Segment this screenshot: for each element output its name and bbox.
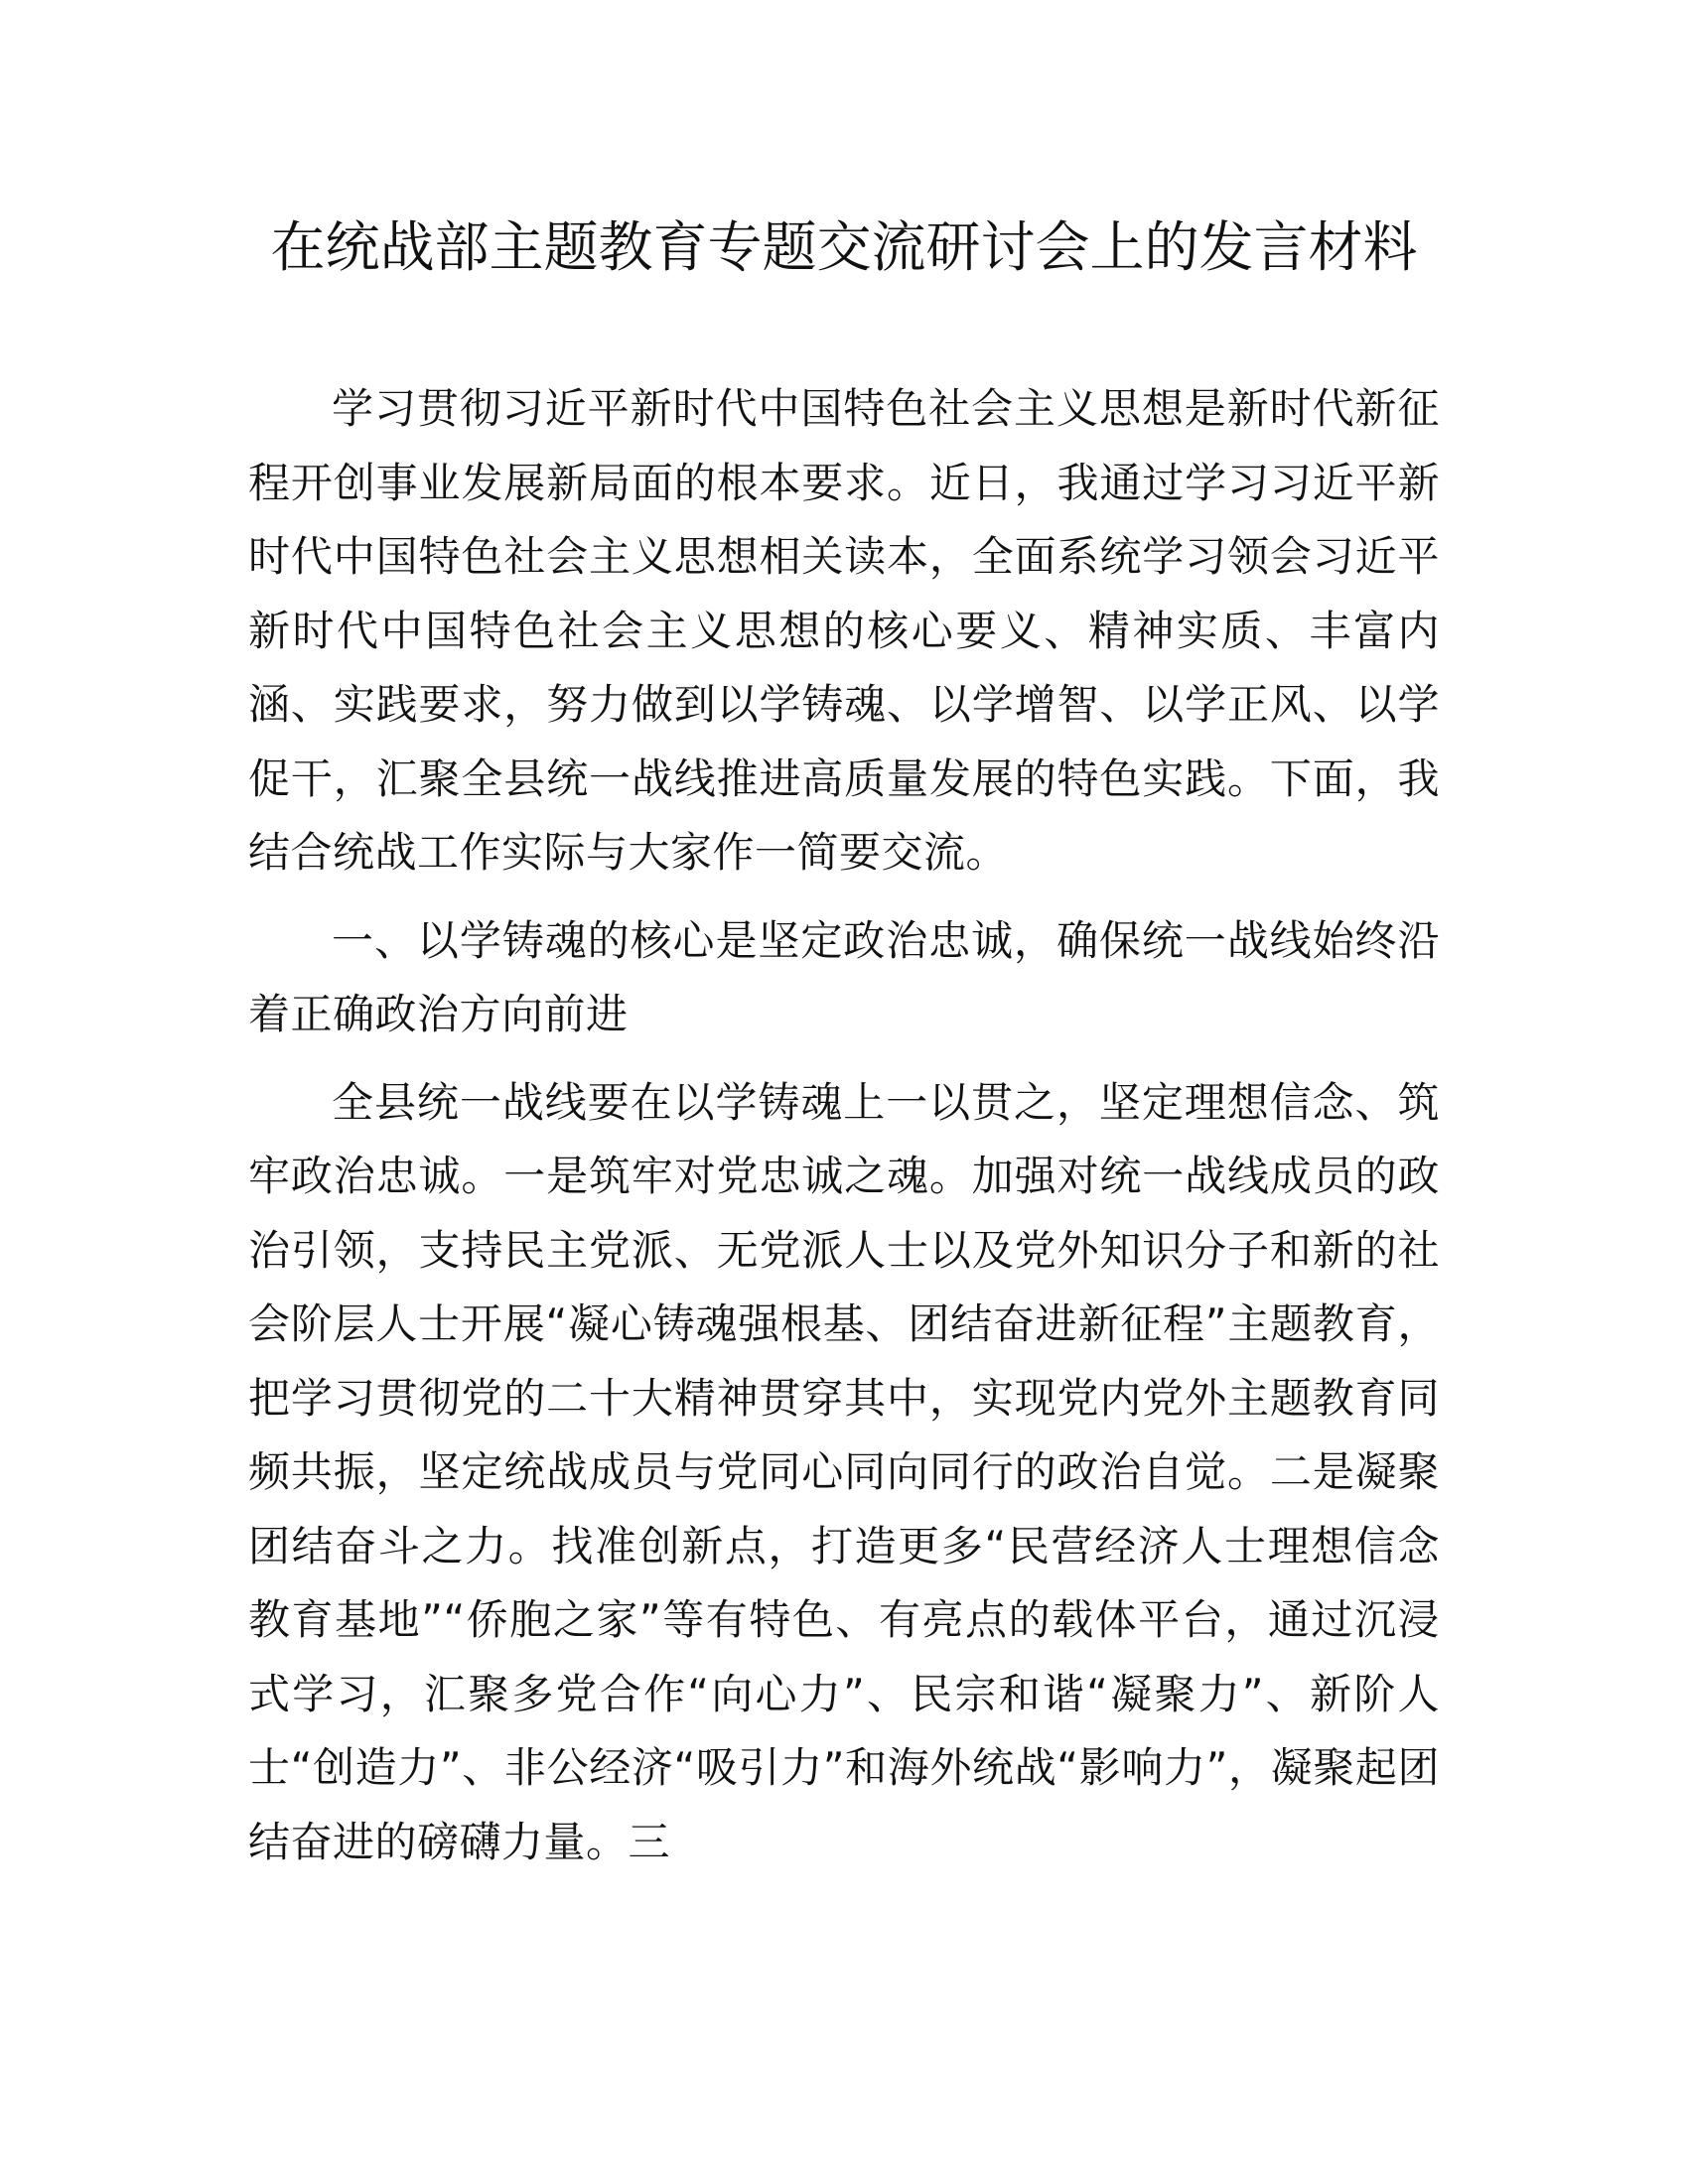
document-title: 在统战部主题教育专题交流研讨会上的发言材料	[270, 215, 1418, 279]
document-body	[248, 372, 1440, 1893]
section-heading-1: 一、以学铸魂的核心是坚定政治忠诚，确保统一战线始终沿着正确政治方向前进	[248, 915, 1440, 1038]
section-1-paragraph: 全县统一战线要在以学铸魂上一以贯之，坚定理想信念、筑牢政治忠诚。一是筑牢对党忠诚之魂。加强对统一战线成员的政治引领，支持民主党派、无党派人士以及党外知识分子和新的社会阶层人士开展“凝心铸魂强根基、团结奋进新征程”主题教育，把学习贯彻党的二十大精神贯穿其中，实现党内党外主题教育同频共振，坚定统战成员与党同心同向同行的政治自觉。二是凝聚团结奋斗之力。找准创新点，打造更多“民营经济人士理想信念教育基地”“侨胞之家”等有特色、有亮点的载体平台，通过沉浸式学习，汇聚多党合作“向心力”、民宗和谐“凝聚力”、新阶人士“创造力”、非公经济“吸引力”和海外统战“影响力”，凝聚起团结奋进的磅礴力量。三	[248, 1077, 1440, 1866]
intro-paragraph: 学习贯彻习近平新时代中国特色社会主义思想是新时代新征程开创事业发展新局面的根本要求。近日，我通过学习习近平新时代中国特色社会主义思想相关读本，全面系统学习领会习近平新时代中国特色社会主义思想的核心要义、精神实质、丰富内涵、实践要求，努力做到以学铸魂、以学增智、以学正风、以学促干，汇聚全县统一战线推进高质量发展的特色实践。下面，我结合统战工作实际与大家作一简要交流。	[248, 384, 1440, 877]
